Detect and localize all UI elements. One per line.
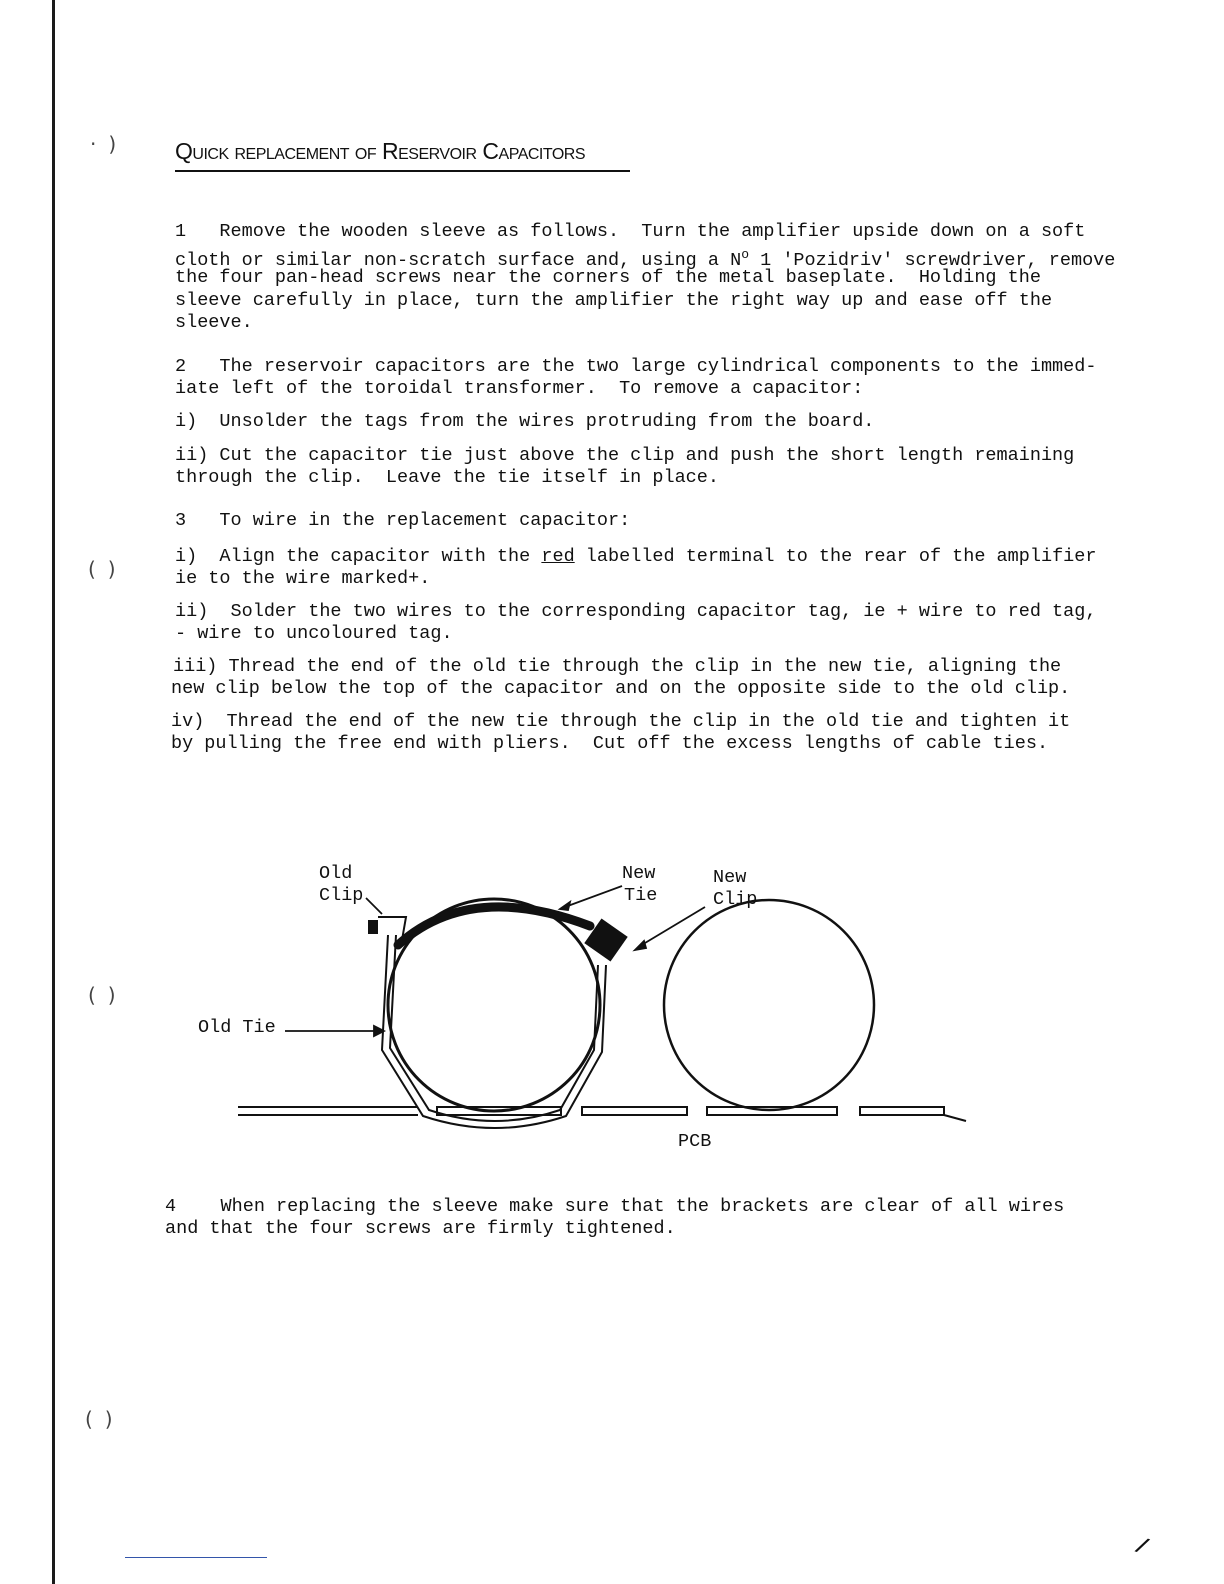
step-3-item-i: ie to the wire marked+. (175, 568, 431, 589)
step-1-text: cloth or similar non-scratch surface and, using a N (175, 250, 742, 272)
page-title: Quick replacement of Reservoir Capacitors (175, 138, 630, 172)
new-tie-label: Tie (624, 885, 658, 906)
new-tie (398, 907, 590, 945)
new-clip-label: New (713, 867, 747, 888)
red-terminal-word: red (541, 546, 575, 567)
punch-hole-mark: ·) (90, 132, 129, 156)
old-tie-label: Old Tie (198, 1017, 276, 1038)
step-2-line: iate left of the toroidal transformer. To remove a capacitor: (175, 378, 864, 399)
pcb-label: PCB (678, 1131, 712, 1152)
step-3-item-iv: iv) Thread the end of the new tie through the clip in the old tie and tighten it (171, 711, 1071, 732)
punch-hole-mark: () (88, 983, 128, 1007)
step-3-line: 3 To wire in the replacement capacitor: (175, 510, 631, 531)
new-capacitor (664, 900, 874, 1110)
step-2-line: 2 The reservoir capacitors are the two large cylindrical components to the immed- (175, 356, 1097, 377)
step-1-text: 1 'Pozidriv' screwdriver, remove (749, 250, 1116, 272)
old-tie (378, 917, 606, 1128)
step-3-item-iv: by pulling the free end with pliers. Cut off the excess lengths of cable ties. (171, 733, 1049, 754)
old-clip-label: Clip (319, 885, 364, 906)
step-1-line: sleeve. (175, 312, 253, 333)
step-2-item-ii: through the clip. Leave the tie itself in place. (175, 467, 719, 488)
punch-hole-mark: () (85, 1407, 125, 1431)
step-3-item-ii: ii) Solder the two wires to the corresponding capacitor tag, ie + wire to red tag, (175, 601, 1097, 622)
step-3-text: labelled terminal to the rear of the amplifier (574, 546, 1097, 567)
step-4-line: and that the four screws are firmly tightened. (165, 1218, 676, 1239)
step-2-item-i: i) Unsolder the tags from the wires protruding from the board. (175, 411, 875, 432)
ink-mark: / (1131, 1533, 1152, 1562)
bottom-rule (125, 1557, 267, 1558)
punch-hole-mark: () (88, 557, 128, 581)
step-2-item-ii: ii) Cut the capacitor tie just above the clip and push the short length remaining (175, 445, 1075, 466)
step-1-line: the four pan-head screws near the corners of the metal baseplate. Holding the (175, 267, 1041, 288)
new-tie-label: New (622, 863, 656, 884)
step-3-item-iii: iii) Thread the end of the old tie through the clip in the new tie, aligning the (173, 656, 1062, 677)
step-3-item-iii: new clip below the top of the capacitor and on the opposite side to the old clip. (171, 678, 1071, 699)
step-3-text: i) Align the capacitor with the (175, 546, 542, 567)
old-clip (368, 920, 378, 934)
old-clip-label: Old (319, 863, 353, 884)
number-sign-superscript: o (741, 247, 750, 262)
step-4-line: 4 When replacing the sleeve make sure that the brackets are clear of all wires (165, 1196, 1065, 1217)
step-1-line: 1 Remove the wooden sleeve as follows. Turn the amplifier upside down on a soft (175, 221, 1086, 242)
step-1-line: sleeve carefully in place, turn the amplifier the right way up and ease off the (175, 290, 1053, 311)
step-3-item-ii: - wire to uncoloured tag. (175, 623, 453, 644)
pcb-board (238, 1107, 966, 1121)
new-clip-label: Clip (713, 889, 758, 910)
